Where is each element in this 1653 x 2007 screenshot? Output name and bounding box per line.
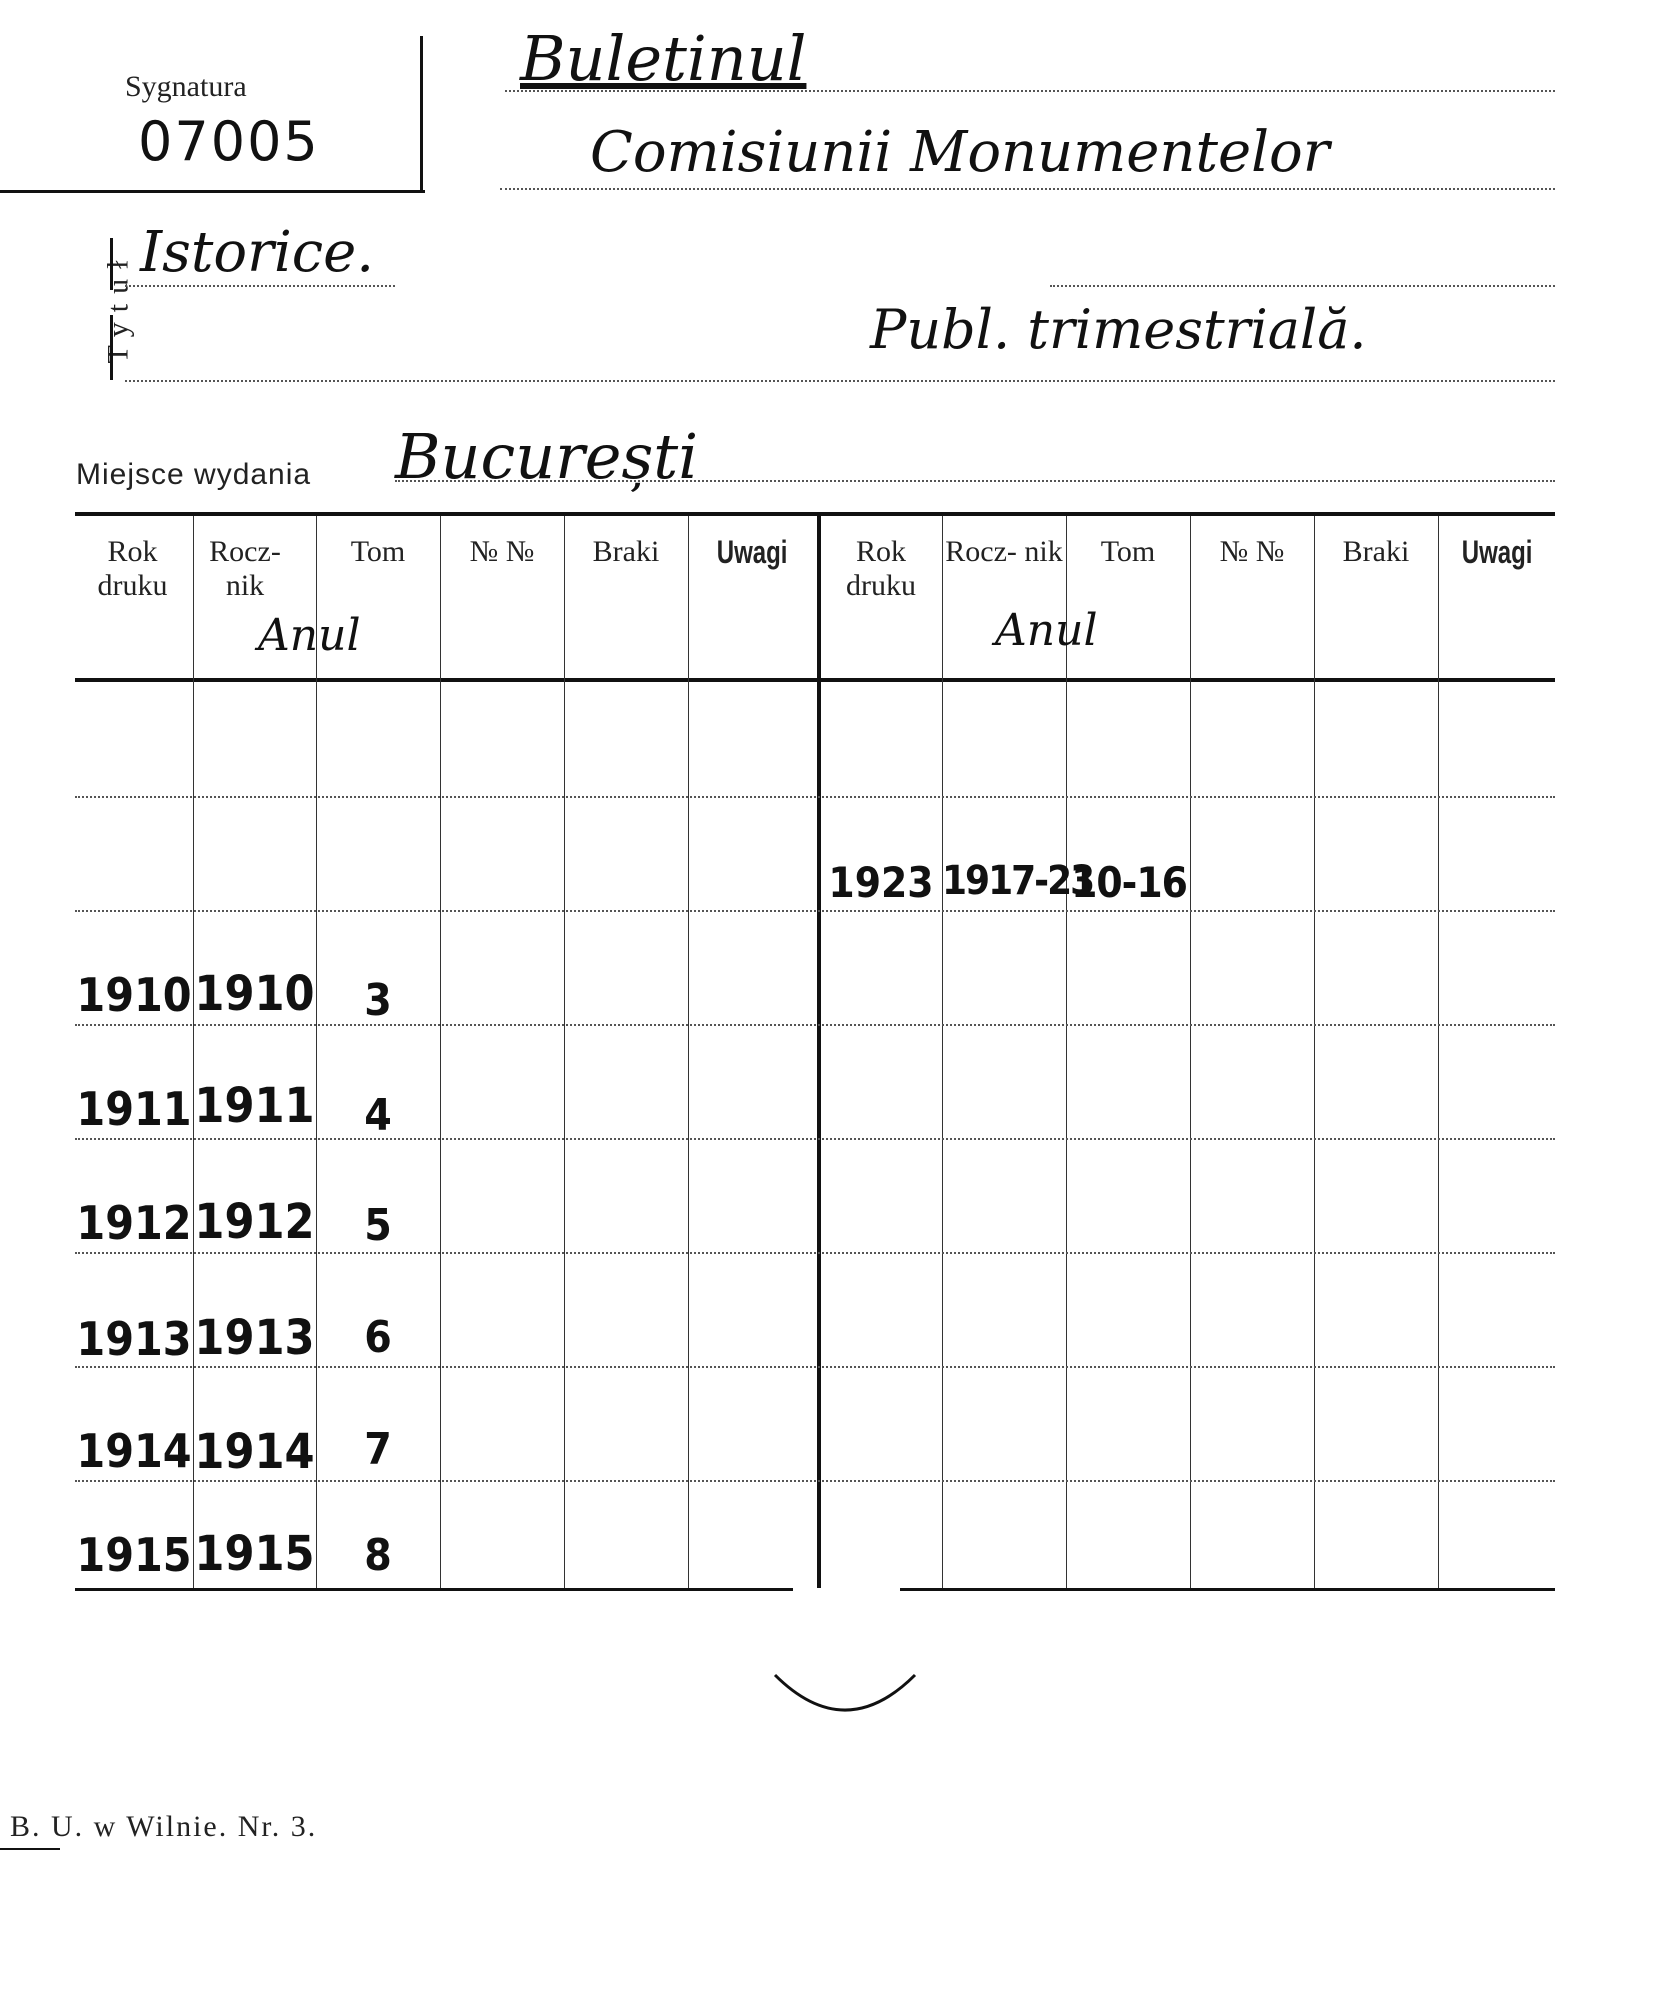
cell-rocznik: 1913 [194,1310,315,1366]
cell-rok: 1914 [76,1424,192,1478]
cell-tom: 3 [364,975,392,1026]
header-braki-left: Braki [592,535,660,568]
cell-rocznik: 1912 [194,1194,315,1250]
cell-rocznik: 1917-23 [942,858,1094,904]
cell-rok: 1912 [76,1196,192,1250]
header-rok-left: Rok druku [97,535,168,602]
header-numery-left: № № [469,535,535,568]
cell-tom: 8 [364,1530,392,1581]
header-rok-right: Rok druku [846,535,916,602]
cell-tom: 7 [364,1424,392,1475]
header-uwagi-right: Uwagi [1462,534,1533,570]
header-uwagi-left: Uwagi [717,534,788,570]
cell-tom: 4 [364,1090,392,1141]
cell-rok: 1911 [76,1082,192,1136]
title-line-1: Buletinul [520,22,807,95]
cell-rok: 1913 [76,1312,192,1366]
cell-tom: 10-16 [1071,858,1187,907]
cell-rocznik: 1910 [194,966,315,1022]
header-tom-left: Tom [350,535,406,568]
cell-rok: 1910 [76,968,192,1022]
title-dotted-4 [125,380,1555,382]
cell-rok: 1923 [828,858,934,907]
header-numery-right: № № [1219,535,1285,568]
header-tom-right: Tom [1100,535,1156,568]
title-line-4: Publ. trimestrială. [870,298,1367,361]
title-line-3: Istorice. [140,220,375,285]
place-value: București [395,420,699,493]
header-rocznik-right: Rocz- nik [945,535,1063,568]
cell-rocznik: 1915 [194,1526,315,1582]
title-line-2: Comisiunii Monumentelor [590,120,1330,185]
header-rocznik-left: Rocz- nik [209,535,281,602]
header-anul-right: Anul [995,605,1098,656]
header-anul-left: Anul [258,610,361,661]
title-dotted-1 [505,90,1555,92]
cell-rocznik: 1914 [194,1424,315,1480]
punch-hole-mark [770,1665,920,1735]
cell-tom: 6 [364,1312,392,1363]
header-braki-right: Braki [1342,535,1410,568]
signature-value: 07005 [138,110,320,173]
signature-box [0,30,425,192]
cell-rok: 1915 [76,1528,192,1582]
cell-tom: 5 [364,1200,392,1251]
footer-text: B. U. w Wilnie. Nr. 3. [10,1810,318,1843]
signature-label: Sygnatura [125,70,247,103]
place-label: Miejsce wydania [76,458,312,491]
cell-rocznik: 1911 [194,1078,315,1134]
title-dotted-2 [500,188,1555,190]
title-label-text: Tytuł [101,250,135,364]
title-label [62,240,135,390]
